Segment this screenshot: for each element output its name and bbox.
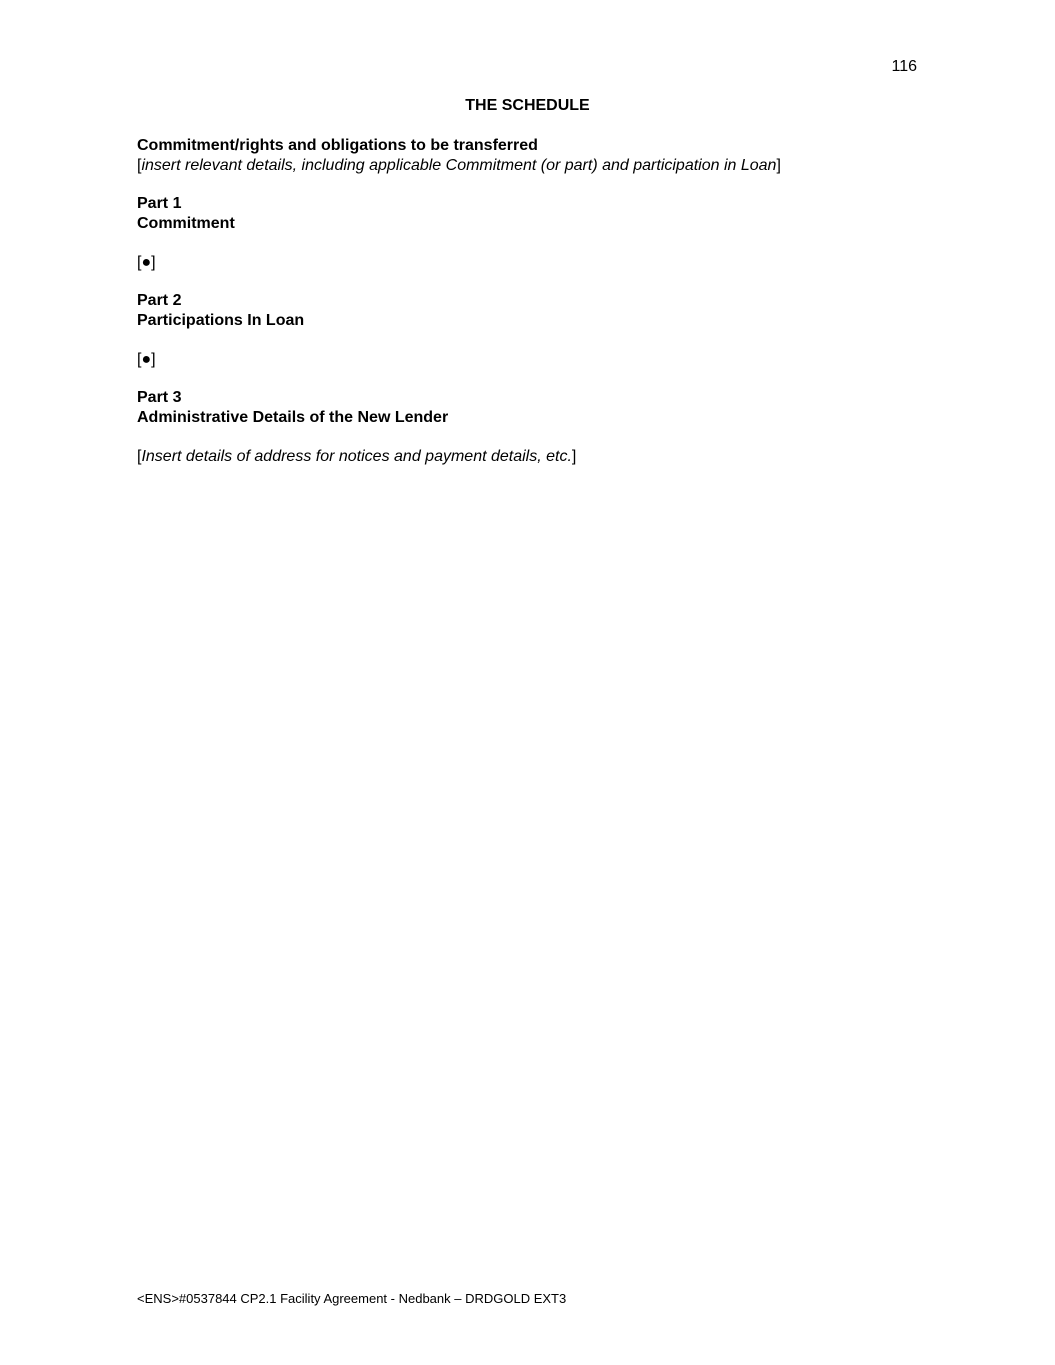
part-3-value bbox=[137, 447, 576, 467]
part-3-value-text: Insert details of address for notices and payment details, etc. bbox=[141, 448, 572, 465]
part-2-label: Part 2 bbox=[137, 292, 182, 309]
part-3-bracket-open: [ bbox=[137, 448, 142, 465]
page-number: 116 bbox=[891, 58, 917, 75]
transfer-heading: Commitment/rights and obligations to be transferred bbox=[137, 137, 538, 154]
schedule-title: THE SCHEDULE bbox=[465, 97, 590, 114]
note-text: insert relevant details, including applicable Commitment (or part) and participation in Loan bbox=[141, 156, 777, 174]
part-3-label: Part 3 bbox=[137, 389, 182, 406]
part-3-heading: Administrative Details of the New Lender bbox=[137, 408, 449, 426]
part-1-value: [●] bbox=[137, 254, 156, 271]
part-1-heading: Commitment bbox=[137, 214, 235, 232]
transfer-note bbox=[137, 156, 781, 176]
note-bracket-close: ] bbox=[776, 156, 781, 174]
part-1-label: Part 1 bbox=[137, 195, 182, 212]
transfer-intro bbox=[137, 136, 781, 175]
part-1-header bbox=[137, 194, 235, 233]
document-footer: <ENS>#0537844 CP2.1 Facility Agreement - Nedbank – DRDGOLD EXT3 bbox=[137, 1291, 567, 1306]
part-3-header bbox=[137, 388, 448, 427]
part-3-bracket-close: ] bbox=[571, 448, 577, 465]
note-bracket-open: [ bbox=[137, 156, 142, 174]
part-2-header bbox=[137, 291, 304, 330]
part-2-value: [●] bbox=[137, 351, 156, 368]
part-2-heading: Participations In Loan bbox=[137, 311, 305, 329]
